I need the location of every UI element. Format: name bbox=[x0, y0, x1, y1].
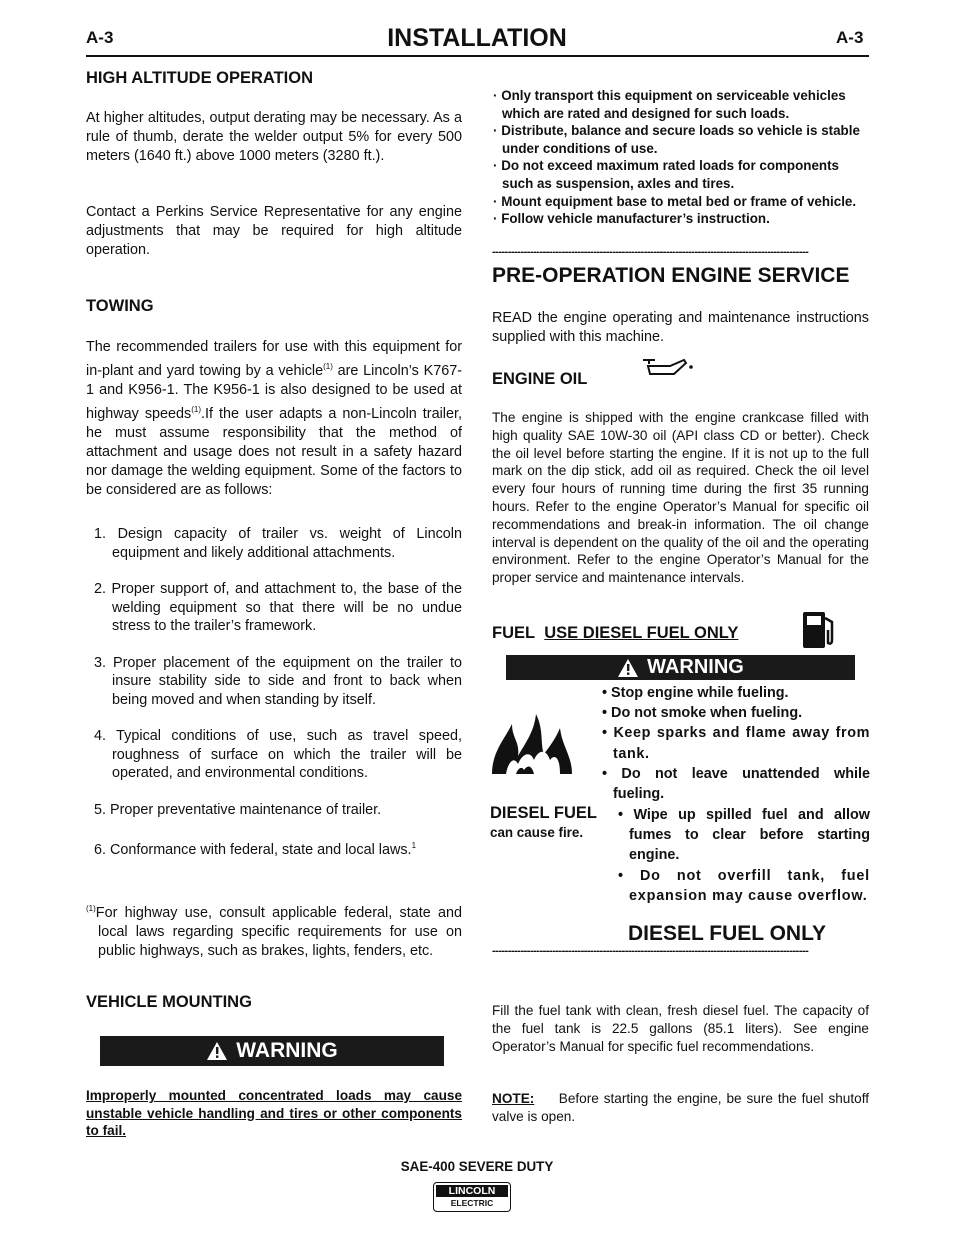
high-altitude-paragraph-2: Contact a Perkins Service Representative for any engine adjustments that may be required for high altitude operation. bbox=[86, 204, 462, 258]
diesel-fuel-only-label: DIESEL FUEL ONLY bbox=[628, 922, 826, 945]
page-title: INSTALLATION bbox=[387, 24, 567, 52]
vehicle-warning-banner bbox=[100, 1036, 444, 1066]
lincoln-logo bbox=[433, 1182, 511, 1212]
warning-triangle-icon bbox=[206, 1041, 228, 1061]
list-item: • Wipe up spilled fuel and allow fumes to clear before starting engine. bbox=[618, 807, 870, 864]
dashed-divider-bottom: ---------------------------------------------------------------------------------------------------- bbox=[492, 945, 809, 957]
list-item: • Do not leave unattended while fueling. bbox=[602, 765, 870, 803]
page-code-right: A-3 bbox=[836, 28, 864, 47]
list-item: 3. Proper placement of the equipment on the trailer to insure stability side to side and front to back when being moved and when standing by itself. bbox=[94, 654, 462, 708]
list-item: • Stop engine while fueling. bbox=[602, 685, 789, 701]
high-altitude-heading: HIGH ALTITUDE OPERATION bbox=[86, 69, 314, 87]
list-item: • Keep sparks and flame away from tank. bbox=[602, 725, 870, 762]
warning-label: WARNING bbox=[236, 1039, 338, 1062]
towing-heading: TOWING bbox=[86, 297, 154, 315]
pre-operation-heading: PRE-OPERATION ENGINE SERVICE bbox=[492, 264, 850, 287]
list-item: • Do not overfill tank, fuel expansion may cause overflow. bbox=[618, 867, 870, 904]
logo-top: LINCOLN bbox=[436, 1185, 508, 1197]
vehicle-warning-text: Improperly mounted concentrated loads may cause unstable vehicle handling and tires or other components to fail. bbox=[86, 1088, 462, 1139]
list-item: · Only transport this equipment on serviceable vehicles which are rated and designed for such loads. bbox=[493, 88, 846, 121]
list-item: · Distribute, balance and secure loads so vehicle is stable under conditions of use. bbox=[493, 123, 860, 156]
header-rule bbox=[86, 55, 869, 57]
engine-oil-heading: ENGINE OIL bbox=[492, 370, 588, 388]
flame-icon bbox=[490, 712, 574, 776]
logo-bottom: ELECTRIC bbox=[450, 1198, 494, 1208]
list-item: 2. Proper support of, and attachment to, the base of the welding equipment so that there will be no undue stress to the trailer’s framework. bbox=[94, 581, 462, 634]
dashed-divider-top: ---------------------------------------------------------------------------------------------------- bbox=[492, 246, 809, 258]
fuel-heading: FUEL USE DIESEL FUEL ONLY bbox=[492, 624, 739, 642]
pre-operation-intro: READ the engine operating and maintenance instructions supplied with this machine. bbox=[492, 310, 869, 345]
warning-triangle-icon bbox=[617, 658, 639, 678]
list-item: 4. Typical conditions of use, such as travel speed, roughness of surface on which the trailer will be operated, and environmental conditions. bbox=[94, 728, 462, 781]
oil-can-icon bbox=[640, 354, 696, 380]
vehicle-mounting-bullets bbox=[492, 87, 869, 228]
list-item: 6. Conformance with federal, state and local laws.$^1$ bbox=[94, 841, 417, 858]
towing-footnote: $^{(1)}$For highway use, consult applicable federal, state and local laws regarding specific requirements for use on public highways, such as brakes, lights, fenders, etc. bbox=[86, 904, 462, 959]
towing-factors-list bbox=[86, 525, 462, 877]
fuel-pump-icon bbox=[800, 610, 838, 650]
fuel-warning-bullets-bottom bbox=[617, 805, 870, 906]
list-item: • Do not smoke when fueling. bbox=[602, 705, 803, 722]
fuel-warning-bullets-top bbox=[601, 683, 870, 804]
fuel-note: NOTE: Before starting the engine, be sure the fuel shutoff valve is open. bbox=[492, 1091, 870, 1124]
list-item: · Follow vehicle manufacturer’s instruction. bbox=[493, 211, 770, 227]
diesel-fuel-label: DIESEL FUEL bbox=[490, 804, 597, 822]
page-code-left: A-3 bbox=[86, 28, 114, 47]
footer-model: SAE-400 SEVERE DUTY bbox=[400, 1159, 554, 1174]
towing-intro: The recommended trailers for use with this equipment for in-plant and yard towing by a vehicle$^{(1)}$ are Lincoln’s K767-1 and K956-1. The K956-1 is also designed to be used at highway speeds$^{(1)}$.If the user adapts a non-Lincoln trailer, he must assume responsibility that the method of attachment and usage does not result in a safety hazard nor damage the welding equipment. Some of the factors to be considered are as follows: bbox=[86, 339, 462, 498]
engine-oil-text: The engine is shipped with the engine crankcase filled with high quality SAE 10W-30 oil (API class CD or better). Check the oil level before starting the engine. If it is not up to the full mark on the dip stick, add oil as required. Check the oil level every four hours of running time during the first 35 running hours. Refer to the engine Operator’s Manual for specific oil recommendations and break-in information. The oil change interval is dependent on the quality of the oil and the operating environment. Refer to the engine Operator’s Manual for the proper service and maintenance intervals. bbox=[492, 410, 869, 586]
fuel-fill-text: Fill the fuel tank with clean, fresh diesel fuel. The capacity of the fuel tank is 22.5 gallons (85.1 liters). See engine Operator’s Manual for specific fuel recommendations. bbox=[492, 1003, 869, 1054]
diesel-fuel-sublabel: can cause fire. bbox=[490, 825, 584, 840]
list-item: · Do not exceed maximum rated loads for components such as suspension, axles and tires. bbox=[493, 158, 840, 191]
list-item: 5. Proper preventative maintenance of trailer. bbox=[94, 801, 382, 818]
vehicle-mounting-heading: VEHICLE MOUNTING bbox=[86, 993, 252, 1011]
warning-label: WARNING bbox=[647, 656, 744, 678]
high-altitude-paragraph-1: At higher altitudes, output derating may be necessary. As a rule of thumb, derate the welder output 5% for every 500 meters (1640 ft.) above 1000 meters (3280 ft.). bbox=[86, 110, 462, 164]
list-item: 1. Design capacity of trailer vs. weight of Lincoln equipment and likely additional attachments. bbox=[94, 526, 462, 561]
fuel-warning-banner bbox=[506, 655, 855, 680]
list-item: · Mount equipment base to metal bed or frame of vehicle. bbox=[493, 193, 857, 209]
